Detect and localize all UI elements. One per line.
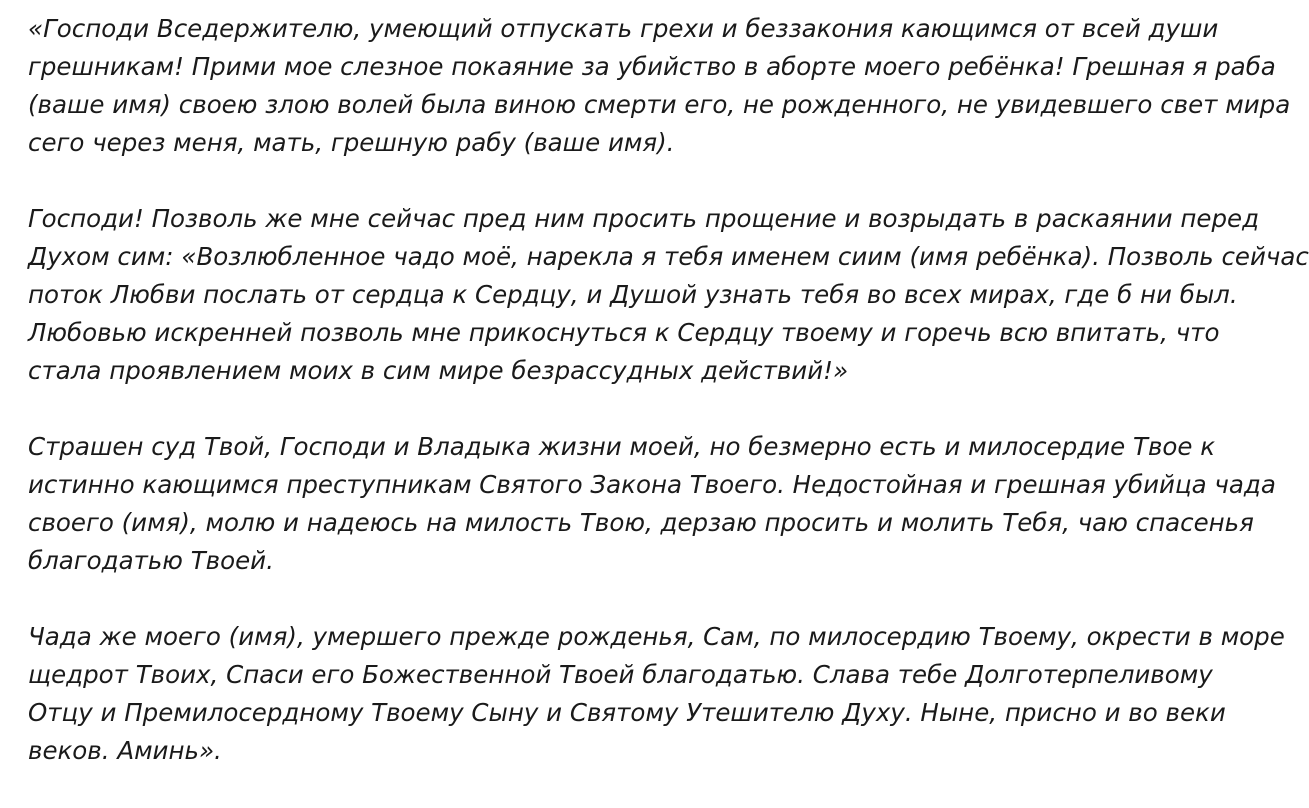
text-line: (ваше имя) своею злою волей была виною смерти его, не рожденного, не увидевшего свет мира bbox=[28, 90, 1291, 119]
text-line: сего через меня, мать, грешную рабу (ваше имя). bbox=[28, 128, 675, 157]
text-line: благодатью Твоей. bbox=[28, 546, 274, 575]
text-line: «Господи Вседержителю, умеющий отпускать грехи и беззакония кающимся от всей души bbox=[28, 14, 1219, 43]
text-line: Отцу и Премилосердному Твоему Сыну и Святому Утешителю Духу. Ныне, присно и во веки bbox=[28, 698, 1226, 727]
text-line: Господи! Позволь же мне сейчас пред ним просить прощение и возрыдать в раскаянии перед bbox=[28, 204, 1260, 233]
paragraph-4 bbox=[28, 618, 1288, 770]
text-line: Чада же моего (имя), умершего прежде рожденья, Сам, по милосердию Твоему, окрести в море bbox=[28, 622, 1285, 651]
text-line: щедрот Твоих, Спаси его Божественной Твоей благодатью. Слава тебе Долготерпеливому bbox=[28, 660, 1213, 689]
paragraph-2 bbox=[28, 200, 1309, 390]
text-line: поток Любви послать от сердца к Сердцу, и Душой узнать тебя во всех мирах, где б ни был. bbox=[28, 280, 1238, 309]
text-line: веков. Аминь». bbox=[28, 736, 222, 765]
prayer-text bbox=[28, 10, 1309, 808]
text-line: истинно кающимся преступникам Святого Закона Твоего. Недостойная и грешная убийца чада bbox=[28, 470, 1276, 499]
text-line: Духом сим: «Возлюбленное чадо моё, нарекла я тебя именем сиим (имя ребёнка). Позволь сейчас bbox=[28, 242, 1309, 271]
text-line: Страшен суд Твой, Господи и Владыка жизни моей, но безмерно есть и милосердие Твое к bbox=[28, 432, 1216, 461]
paragraph-3 bbox=[28, 428, 1288, 580]
text-line: своего (имя), молю и надеюсь на милость Твою, дерзаю просить и молить Тебя, чаю спасенья bbox=[28, 508, 1254, 537]
text-line: грешникам! Прими мое слезное покаяние за убийство в аборте моего ребёнка! Грешная я раба bbox=[28, 52, 1276, 81]
paragraph-1 bbox=[28, 10, 1291, 162]
text-line: Любовью искренней позволь мне прикоснуться к Сердцу твоему и горечь всю впитать, что bbox=[28, 318, 1220, 347]
text-line: стала проявлением моих в сим мире безрассудных действий!» bbox=[28, 356, 849, 385]
